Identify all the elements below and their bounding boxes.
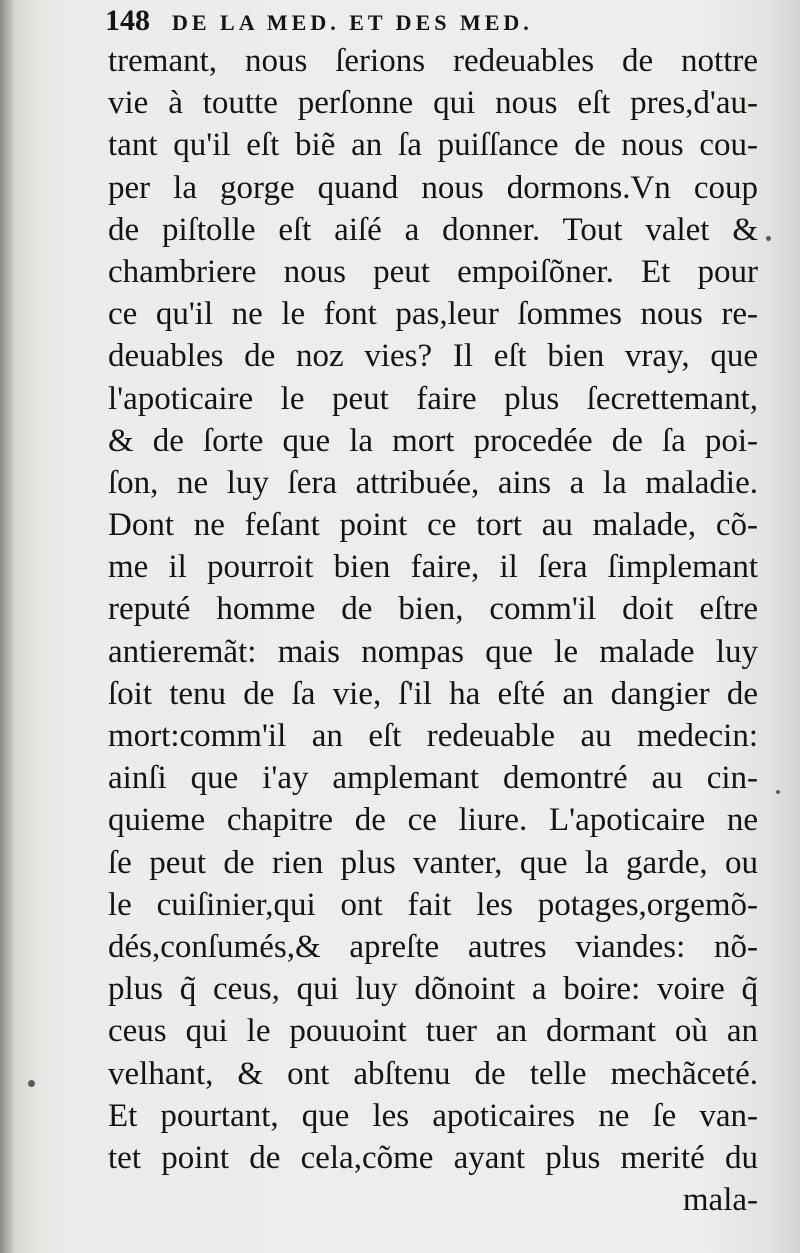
text-line: l'apoticaire le peut faire plus ſecrettemant, [108,380,758,417]
text-line: per la gorge quand nous dormons.Vn coup [108,169,758,206]
text-line: de piſtolle eſt aiſé a donner. Tout valet & [108,211,758,248]
text-line: velhant, & ont abſtenu de telle mechãceté. [108,1055,758,1092]
ink-speck [776,790,780,794]
text-line: mort:comm'il an eſt redeuable au medecin: [108,718,758,754]
text-line: tant qu'il eſt biẽ an ſa puiſſance de nous cou- [108,127,758,164]
text-line: deuables de noz vies? Il eſt bien vray, que [108,338,758,375]
text-line: quieme chapitre de ce liure. L'apoticaire ne [108,802,758,839]
text-line: tet point de cela,cõme ayant plus merité du [108,1139,758,1176]
text-line: antieremãt: mais nompas que le malade luy [108,633,758,670]
page-number: 148 [105,4,150,37]
text-line: vie à toutte perſonne qui nous eſt pres,d'au- [108,85,758,122]
text-line: dés,conſumés,& apreſte autres viandes: nõ- [108,928,758,965]
running-title: DE LA MED. ET DES MED. [172,10,533,35]
text-line: le cuiſinier,qui ont fait les potages,orgemõ- [108,886,758,923]
text-line: reputé homme de bien, comm'il doit eſtre [108,591,758,628]
page-gutter-shadow [0,0,14,1253]
text-line: tremant, nous ſerions redeuables de nottre [108,43,758,79]
text-line: ſon, ne luy ſera attribuée, ains a la maladie. [108,464,758,501]
text-line: plus q̃ ceus, qui luy dõnoint a boire: voire q̃ [108,971,758,1008]
text-line: ceus qui le pouuoint tuer an dormant où an [108,1013,758,1050]
text-line: ſoit tenu de ſa vie, ſ'il ha eſté an dangier de [108,675,758,712]
text-line: ce qu'il ne le font pas,leur ſommes nous re- [108,296,758,333]
text-line: ſe peut de rien plus vanter, que la garde, ou [108,844,758,881]
running-header [105,4,665,37]
catchword: mala- [682,1182,758,1219]
text-line: Dont ne feſant point ce tort au malade, cõ- [108,507,758,544]
page-body [108,40,758,1221]
text-line: Et pourtant, que les apoticaires ne ſe van- [108,1097,758,1134]
ink-speck [766,236,771,241]
text-line: & de ſorte que la mort procedée de ſa poi- [108,422,758,459]
text-line: me il pourroit bien faire, il ſera ſimplemant [108,549,758,586]
ink-speck [28,1080,35,1087]
text-line: ainſi que i'ay amplemant demontré au cin- [108,760,758,797]
text-line: chambriere nous peut empoiſõner. Et pour [108,253,758,290]
